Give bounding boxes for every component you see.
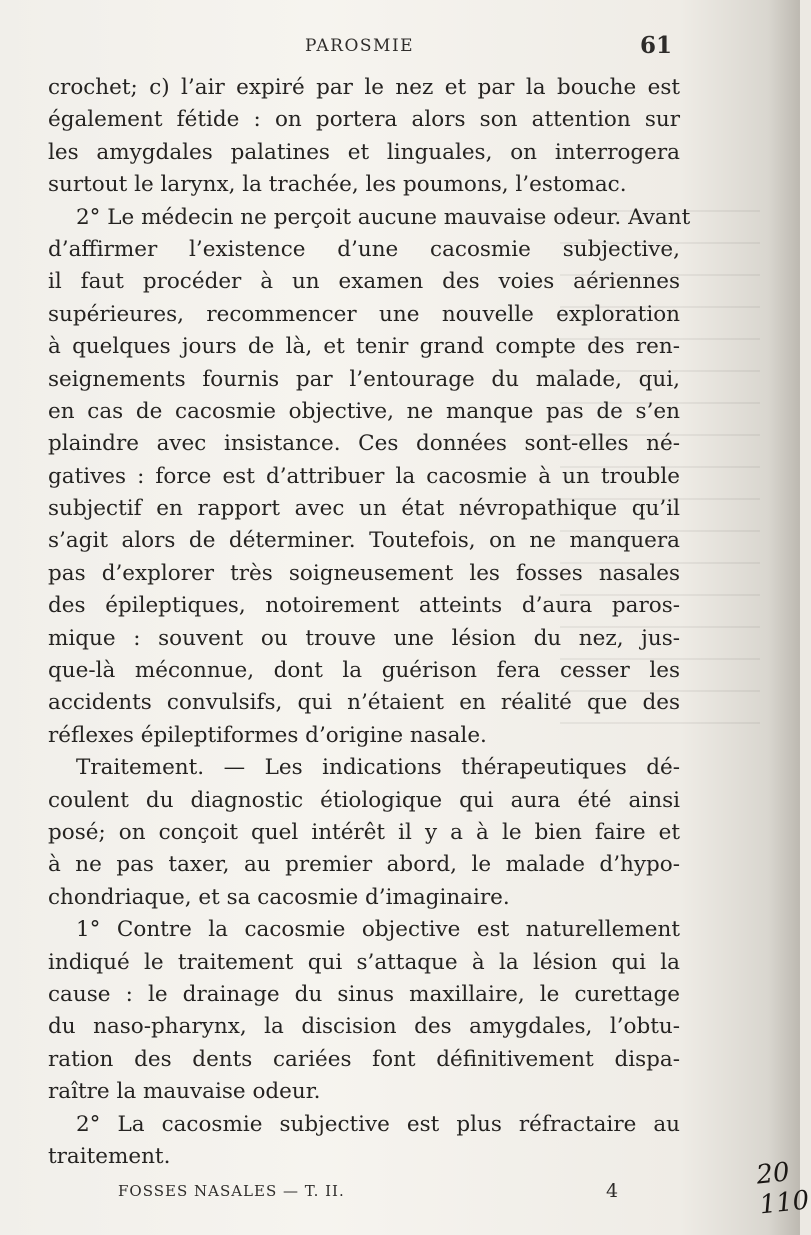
text-line: à ne pas taxer, au premier abord, le malade d’hypo- xyxy=(48,852,680,878)
page-number: 61 xyxy=(640,32,673,59)
text-line: également fétide : on portera alors son attention sur xyxy=(48,107,680,133)
text-line: subjectif en rapport avec un état névropathique qu’il xyxy=(48,496,680,522)
text-line: seignements fournis par l’entourage du malade, qui, xyxy=(48,366,680,392)
page-header xyxy=(0,30,800,62)
signature-number: 4 xyxy=(606,1180,619,1202)
text-line: coulent du diagnostic étiologique qui aura été ainsi xyxy=(48,787,680,813)
text-line: les amygdales palatines et linguales, on interrogera xyxy=(48,139,680,165)
text-line: pas d’explorer très soigneusement les fosses nasales xyxy=(48,560,680,586)
text-line: traitement. xyxy=(48,1143,171,1169)
text-line: du naso-pharynx, la discision des amygdales, l’obtu- xyxy=(48,1014,680,1040)
text-line: crochet; c) l’air expiré par le nez et par la bouche est xyxy=(48,75,680,100)
text-line: il faut procéder à un examen des voies aériennes xyxy=(48,269,680,295)
margin-note-line: 110 xyxy=(758,1185,811,1221)
text-line: indiqué le traitement qui s’attaque à la lésion qui la xyxy=(48,949,680,975)
text-line: d’affirmer l’existence d’une cacosmie subjective, xyxy=(48,236,680,262)
text-line: 2° Le médecin ne perçoit aucune mauvaise odeur. Avant xyxy=(76,204,691,230)
text-line: gatives : force est d’attribuer la cacosmie à un trouble xyxy=(48,463,680,489)
text-line: raître la mauvaise odeur. xyxy=(48,1079,321,1105)
text-line: s’agit alors de déterminer. Toutefois, on ne manquera xyxy=(48,528,680,554)
text-line: accidents convulsifs, qui n’étaient en réalité que des xyxy=(48,690,680,716)
footer-title: FOSSES NASALES — T. II. xyxy=(118,1182,345,1200)
text-line: Traitement. — Les indications thérapeutiques dé- xyxy=(76,755,680,781)
text-line: réflexes épileptiformes d’origine nasale. xyxy=(48,722,487,748)
text-line: 1° Contre la cacosmie objective est naturellement xyxy=(76,917,680,943)
page-footer xyxy=(0,1180,800,1204)
text-line: mique : souvent ou trouve une lésion du nez, jus- xyxy=(48,625,680,651)
text-line: des épileptiques, notoirement atteints d’aura paros- xyxy=(48,593,680,619)
text-line: plaindre avec insistance. Ces données sont-elles né- xyxy=(48,431,680,457)
text-line: en cas de cacosmie objective, ne manque pas de s’en xyxy=(48,398,680,424)
text-line: que-là méconnue, dont la guérison fera cesser les xyxy=(48,658,680,684)
body-text xyxy=(48,72,691,1173)
text-line: posé; on conçoit quel intérêt il y a à le bien faire et xyxy=(48,819,680,845)
margin-note-line: 20 xyxy=(755,1157,792,1191)
text-line: ration des dents cariées font définitivement dispa- xyxy=(48,1046,680,1072)
running-head: PAROSMIE xyxy=(305,36,415,56)
text-line: 2° La cacosmie subjective est plus réfractaire au xyxy=(76,1111,680,1137)
text-line: surtout le larynx, la trachée, les poumons, l’estomac. xyxy=(48,172,627,198)
text-line: supérieures, recommencer une nouvelle exploration xyxy=(48,301,680,327)
text-line: à quelques jours de là, et tenir grand compte des ren- xyxy=(48,334,680,360)
handwritten-margin-note xyxy=(755,1156,811,1221)
text-line: cause : le drainage du sinus maxillaire, le curettage xyxy=(48,981,680,1007)
text-line: chondriaque, et sa cacosmie d’imaginaire. xyxy=(48,884,510,910)
